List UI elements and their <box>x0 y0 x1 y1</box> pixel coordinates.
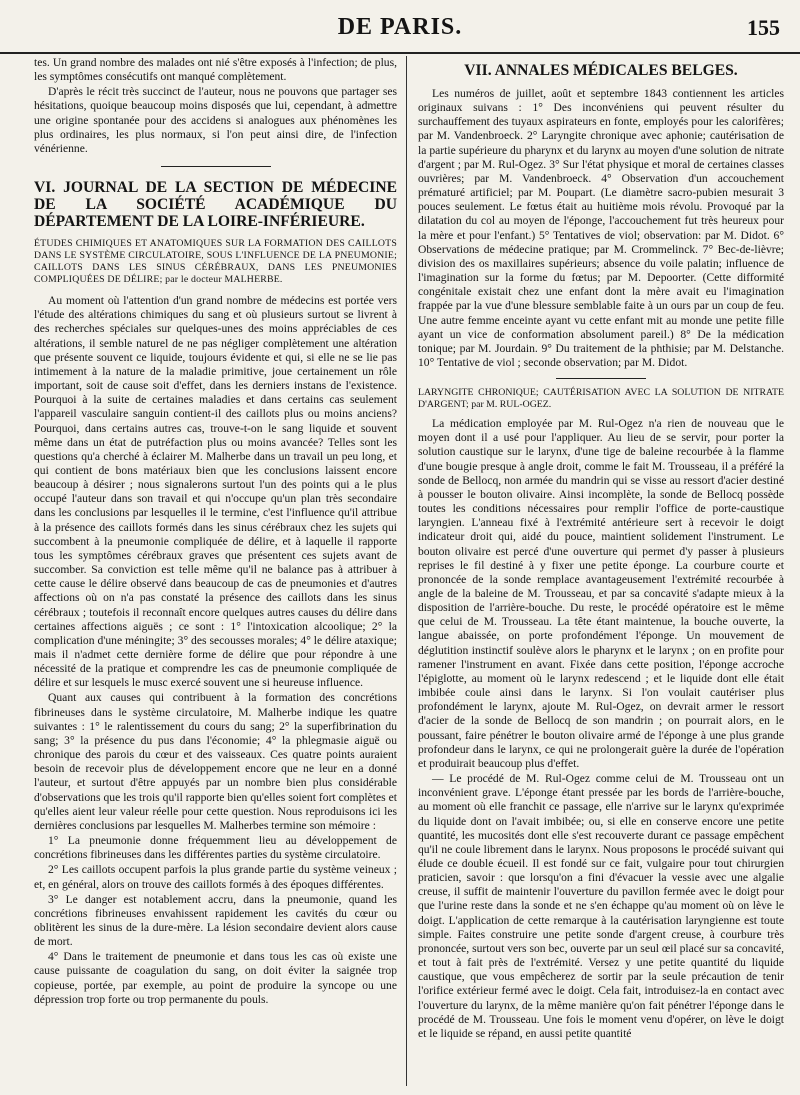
article-title: ÉTUDES CHIMIQUES ET ANATOMIQUES SUR LA FORMATION DES CAILLOTS DANS LE SYSTÈME CIRCULATOIRE, SOUS L'INFLUENCE DE LA PNEUMONIE; CAILLOTS DANS LES SINUS CÉRÉBRAUX, DANS LES PNEUMONIES COMPLIQUÉES DE DÉLIRE; par le docteur MALHERBE. <box>34 238 397 286</box>
running-title: DE PARIS. <box>337 14 463 40</box>
paragraph: tes. Un grand nombre des malades ont nié s'être exposés à l'infection; de plus, les symptômes consécutifs ont manqué complètement. <box>34 56 397 84</box>
left-column <box>34 56 397 1086</box>
column-divider <box>406 56 407 1086</box>
article-title: LARYNGITE CHRONIQUE; CAUTÉRISATION AVEC LA SOLUTION DE NITRATE D'ARGENT; par M. RUL-OGEZ. <box>418 387 784 411</box>
paragraph: — Le procédé de M. Rul-Ogez comme celui de M. Trousseau ont un inconvénient grave. L'éponge étant pressée par les bords de l'arrière-bouche, au moment où elle franchit ce passage, elle n'arrive sur le larynx qu'exprimée du liquide dont on l'avait imbibée; ou, si elle en conserve encore une petite quantité, les mucosités dont elle s'est recouverte durant ce passage empêchent qu'il ne coule librement dans le larynx. Nous proposons le procédé suivant qui élude ce double écueil. Il est fondé sur ce fait, vulgaire pour tout chirurgien praticien, savoir : que lorsqu'on a fini d'évacuer la vessie avec une algalie creuse, il suffit de maintenir l'ouverture du pavillon fermée avec le doigt pour que l'urine reste dans la sonde et ne s'en échappe qu'au moment où on lève le doigt. L'application de cette remarque à la cautérisation laryngienne est toute simple. Faites construire une petite sonde d'argent creuse, à courbure très prononcée, surtout vers son bec, ouverte par un seul œil placé sur sa concavité, et tout à fait près de l'extrémité. Versez y une petite quantité du liquide caustique, que vous empêcherez de sortir par la seule précaution de tenir l'orifice extérieur fermé avec le doigt. Cela fait, introduisez-la en contact avec l'ouverture du larynx, de la même manière qu'on fait pénétrer l'éponge dans le procédé de M. Trousseau. Une fois le moment venu d'opérer, on lève le doigt et le liquide se répand, en aussi petite quantité <box>418 772 784 1040</box>
paragraph: Les numéros de juillet, août et septembre 1843 contiennent les articles originaux suivans : 1° Des inconvéniens qui peuvent résulter du surchauffement des tuyaux aspirateurs en fonte, employés pour les calorifères; par M. Vandenbroeck. 2° Laryngite chronique avec aphonie; cautérisation de la partie supérieure du pharynx et du larynx au moyen d'une solution de nitrate d'argent ; par M. Rul-Ogez. 3° Sur l'état physique et moral de certaines classes ouvrières; par M. Vandenbroeck. 4° Observation d'un accouchement prématuré artificiel; par M. Poupart. (Le diamètre sacro-pubien mesurait 3 pouces seulement. Le fœtus était au huitième mois révolu. Provoqué par la dilatation du col au moyen de l'éponge, l'accouchement fut très heureux pour la mère et pour l'enfant.) 5° Tentatives de viol; observation: par M. Didot. 6° Observations de médecine pratique; par M. Crommelinck. 7° Bec-de-lièvre; division des os maxillaires supérieurs; absence du voile palatin; influence de l'imagination sur la forme du fœtus; par M. Depoorter. (Cette difformité congénitale existait chez une enfant dont la mère avait eu l'imagination frappée par la vue d'une blessure semblable faite à un ours par un coup de feu. Une autre femme enceinte ayant vu cette enfant mit au monde une petite fille ayant un vice de conformation absolument pareil.) 8° De la médication tonique; par M. Jourdain. 9° Du traitement de la phthisie; par M. Delstanche. 10° Tentative de viol ; seconde observation; par M. Didot. <box>418 87 784 369</box>
conclusion-item: 1° La pneumonie donne fréquemment lieu au développement de concrétions fibrineuses dans les différentes parties du système circulatoire. <box>34 834 397 862</box>
section-title: VI. JOURNAL DE LA SECTION DE MÉDECINE DE LA SOCIÉTÉ ACADÉMIQUE DU DÉPARTEMENT DE LA LOIRE-INFÉRIEURE. <box>34 179 397 231</box>
paragraph: La médication employée par M. Rul-Ogez n'a rien de nouveau que le moyen dont il a usé pour l'appliquer. Au lieu de se servir, pour porter la solution caustique sur le larynx, d'une tige de baleine recourbée à la flamme d'une bougie presque à angle droit, comme le fait M. Trousseau, il a préféré la sonde de Bellocq, non armée du mandrin qui se visse au ressort d'acier destiné à pousser le bouton olivaire. Ainsi incomplète, la sonde de Bellocq possède toutes les conditions nécessaires pour remplir l'office de porte-caustique laryngien. L'anneau fixé à l'extrémité antérieure sert à recevoir le doigt indicateur droit qui, aidé du pouce, maintient solidement l'instrument. Le bouton olivaire est percé d'une ouverture qui permet d'y passer à plusieurs reprises le fil destiné à y fixer une petite éponge. La courbure courte et prononcée de la sonde remplace avantageusement l'extrémité recourbée à angle de la baleine de M. Trousseau, et par sa concavité s'adapte mieux à la disposition de l'arrière-bouche. Du reste, le procédé opératoire est le même que celui de M. Trousseau. La tête étant maintenue, la bouche ouverte, la langue abaissée, on porte profondément l'éponge. Un mouvement de déglutition instinctif soulève alors le pharynx et le larynx ; on en profite pour ramener l'instrument en avant. Fixée dans cette position, l'éponge accroche l'épiglotte, au moment où le larynx redescend ; et le liquide dont elle était imbibée coule ainsi dans le larynx. Si l'on voulait cautériser plus profondément le larynx, ajoute M. Rul-Ogez, on devrait armer le ressort d'acier de la sonde de Bellocq de son mandrin ; on pourrait alors, en le poussant, faire pénétrer le bouton olivaire armé de l'éponge à une plus grande profondeur dans le larynx, ce qui ne prolongerait guère la durée de l'opération et produirait beaucoup plus d'effet. <box>418 417 784 770</box>
right-column <box>418 56 784 1086</box>
paragraph: D'après le récit très succinct de l'auteur, nous ne pouvons que partager ses hésitations, quoique beaucoup moins disposés que lui, cependant, à admettre une origine spontanée pour des accidens si analogues aux phénomènes les plus ordinaires, les plus normaux, si l'on peut ainsi dire, de l'infection vénérienne. <box>34 85 397 155</box>
conclusion-item: 2° Les caillots occupent parfois la plus grande partie du système veineux ; et, en général, alors on trouve des caillots formés à des époques différentes. <box>34 863 397 891</box>
paragraph: Quant aux causes qui contribuent à la formation des concrétions fibrineuses dans le système circulatoire, M. Malherbe indique les quatre suivantes : 1° le ralentissement du cours du sang; 2° la superfibrination du sang; 3° la présence du pus dans l'économie; 4° la phlegmasie aiguë ou chronique des parois du cœur et des vaisseaux. Ces quatre points auraient besoin de recevoir plus de développement encore que ne leur en a donné l'auteur, et surtout d'être appuyés par un nombre bien plus considérable d'observations que les trois qu'il rapporte bien qu'elles soient fort complètes et qu'elles aient leur valeur réelle pour cette question. Nous reproduisons ici les dernières conclusions par lesquelles M. Malherbes termine son mémoire : <box>34 691 397 832</box>
paragraph: Au moment où l'attention d'un grand nombre de médecins est portée vers l'étude des altérations chimiques du sang et où plusieurs surtout se livrent à des recherches spéciales sur quelques-unes des moins appréciables de ces altérations, il semble naturel de ne pas négliger complètement une altération que présente souvent ce liquide, toujours évidente et qui, si elle ne se lie pas intimement à la nature de la maladie primitive, joue certainement un rôle important, soit de cause soit d'effet, dans les derniers instans de l'existence. Pourquoi à la suite de certaines maladies et dans certains cas seulement l'appareil vasculaire sanguin contient-il des caillots plus ou moins anciens? Pourquoi, dans certains autres cas, trouve-t-on le sang liquide et souvent même dans un état de putréfaction plus ou moins avancée? Telles sont les questions qu'a cherché à éclairer M. Malherbe dans un travail un peu long, et qui contient de bons matériaux bien que les conclusions laissent encore beaucoup à désirer ; nous signalerons surtout l'un des points qui a le plus occupé l'auteur dans son travail et qui n'occupe qu'un plan très secondaire dans les conclusions par lesquelles il le termine, c'est l'influence qu'il attribue à la présence des caillots formés dans les sinus cérébraux chez les sujets qui succombent à la pneumonie compliquée de délire, et à laquelle il rapporte tous les symptômes cérébraux graves que présentent ces sujets avant de succomber. Sa conviction est telle même qu'il ne balance pas à attribuer à cette cause le délire observé dans beaucoup de cas de pneumonies et d'autres affections où on n'a pas constaté la présence des caillots dans les sinus cérébraux ; toutefois il reconnaît encore quelques autres causes du délire dans certaines affections aiguës ; ce sont : 1° l'intoxication alcoolique; 2° la complication d'une méningite; 3° des secousses morales; 4° le délire ataxique; mais il n'admet cette dernière forme de délire que pour répondre à une nécessité de la pratique et comprendre les cas de pneumonie compliquée de délire et sur lesquels le musc exercé souvent une si heureuse influence. <box>34 294 397 690</box>
section-title: VII. ANNALES MÉDICALES BELGES. <box>464 62 738 79</box>
page-number: 155 <box>747 15 780 40</box>
conclusion-item: 3° Le danger est notablement accru, dans la pneumonie, quand les concrétions fibrineuses envahissent rapidement les cavités du cœur ou oblitèrent les sinus de la dure-mère. La lésion secondaire devient alors cause de mort. <box>34 892 397 949</box>
page-header <box>0 0 800 54</box>
conclusion-item: 4° Dans le traitement de pneumonie et dans tous les cas où existe une cause puissante de coagulation du sang, on doit éviter la saignée trop copieuse, portée, par exemple, au point de produire la syncope ou une dépression trop forte ou trop permanente du pouls. <box>34 950 397 1006</box>
section-divider <box>161 166 271 167</box>
section-divider <box>556 378 646 379</box>
